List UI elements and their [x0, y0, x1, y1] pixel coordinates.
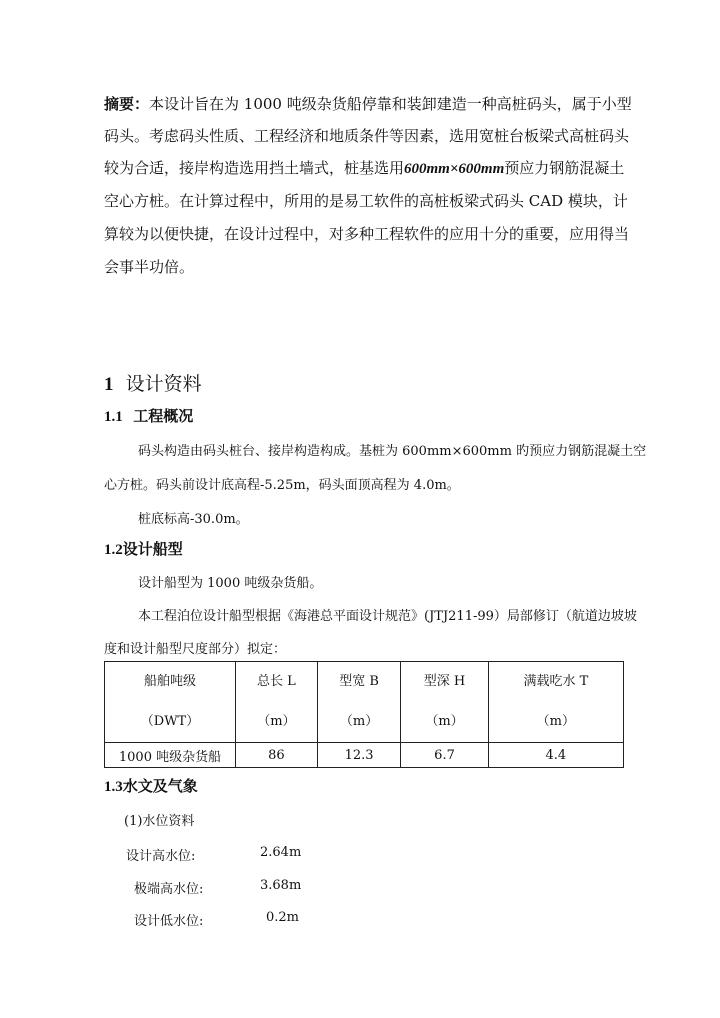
subsection-number: 1.1 — [104, 409, 123, 425]
paragraph-line: 心方桩。码头前设计底高程-5.25m，码头面顶高程为 4.0m。 — [104, 478, 460, 493]
table-cell: 86 — [236, 743, 318, 768]
header-label: 船舶吨级 — [143, 674, 196, 689]
header-unit: （m） — [339, 714, 379, 729]
abstract-label: 摘要： — [104, 95, 150, 113]
paragraph-line: 本工程泊位设计船型根据《海港总平面设计规范》(JTJ211-99）局部修订（航道边坡坡 — [138, 609, 637, 624]
abstract-text: 较为合适，接岸构造选用挡土墙式，桩基选用 — [104, 159, 405, 177]
table-header-cell — [105, 662, 236, 743]
table-header-cell — [236, 662, 318, 743]
header-unit: （DWT） — [140, 714, 200, 729]
paragraph-line: 码头构造由码头桩台、接岸构造构成。基桩为 600mm×600mm 旳预应力钢筋混凝土空 — [138, 444, 647, 459]
header-unit: （m） — [536, 714, 575, 729]
subsection-heading — [104, 775, 198, 796]
abstract-text: 预应力钢筋混凝土 — [504, 159, 625, 177]
table-row — [105, 743, 624, 768]
table-cell: 1000 吨级杂货船 — [105, 743, 236, 768]
paragraph-line: 度和设计船型尺度部分）拟定： — [104, 642, 287, 657]
abstract-line-1 — [104, 93, 632, 114]
subsection-title: 水文及气象 — [122, 777, 198, 795]
water-level-label: 极端高水位: — [134, 882, 204, 897]
subsection-title: 设计船型 — [122, 540, 183, 558]
paragraph-line: 设计船型为 1000 吨级杂货船。 — [138, 576, 323, 591]
table-cell: 4.4 — [488, 743, 623, 768]
abstract-line-4: 空心方桩。在计算过程中，所用的是易工软件的高桩板梁式码头 CAD 模块，计 — [104, 192, 628, 210]
water-level-label: 设计低水位: — [134, 914, 204, 929]
header-label: 总长 L — [256, 674, 296, 689]
section-title: 设计资料 — [125, 373, 202, 395]
table-header-cell — [401, 662, 488, 743]
water-level-label: 设计高水位: — [126, 849, 196, 864]
section-number: 1 — [104, 374, 114, 395]
abstract-line-3 — [104, 157, 624, 178]
subheading: (1)水位资料 — [124, 814, 195, 829]
header-label: 型深 H — [423, 674, 466, 689]
table-header-row — [105, 662, 624, 743]
table-cell: 12.3 — [317, 743, 401, 768]
header-label: 型宽 B — [339, 674, 379, 689]
paragraph-line: 桩底标高-30.0m。 — [138, 512, 249, 527]
header-unit: （m） — [257, 714, 296, 729]
subsection-number: 1.2 — [104, 542, 123, 558]
table-cell: 6.7 — [401, 743, 488, 768]
subsection-heading — [104, 405, 193, 426]
ship-dimension-table — [104, 661, 624, 768]
header-unit: （m） — [425, 714, 464, 729]
water-level-value: 2.64m — [260, 845, 302, 860]
water-level-value: 3.68m — [260, 878, 302, 893]
water-level-value: 0.2m — [266, 910, 300, 925]
abstract-line-2: 码头。考虑码头性质、工程经济和地质条件等因素，选用宽桩台板梁式高桩码头 — [104, 127, 630, 145]
abstract-text: 本设计旨在为 1000 吨级杂货船停靠和装卸建造一种高桩码头，属于小型 — [149, 95, 632, 113]
subsection-heading — [104, 538, 183, 559]
table-header-cell — [488, 662, 623, 743]
pile-size: 600mm×600mm — [404, 161, 505, 177]
table-header-cell — [317, 662, 401, 743]
abstract-line-6: 会事半功倍。 — [104, 258, 195, 276]
section-heading — [104, 369, 202, 396]
header-label: 满载吃水 T — [523, 674, 589, 689]
subsection-number: 1.3 — [104, 779, 123, 795]
abstract-line-5: 算较为以便快捷，在设计过程中，对多种工程软件的应用十分的重要，应用得当 — [104, 225, 630, 243]
subsection-title: 工程概况 — [133, 407, 194, 425]
